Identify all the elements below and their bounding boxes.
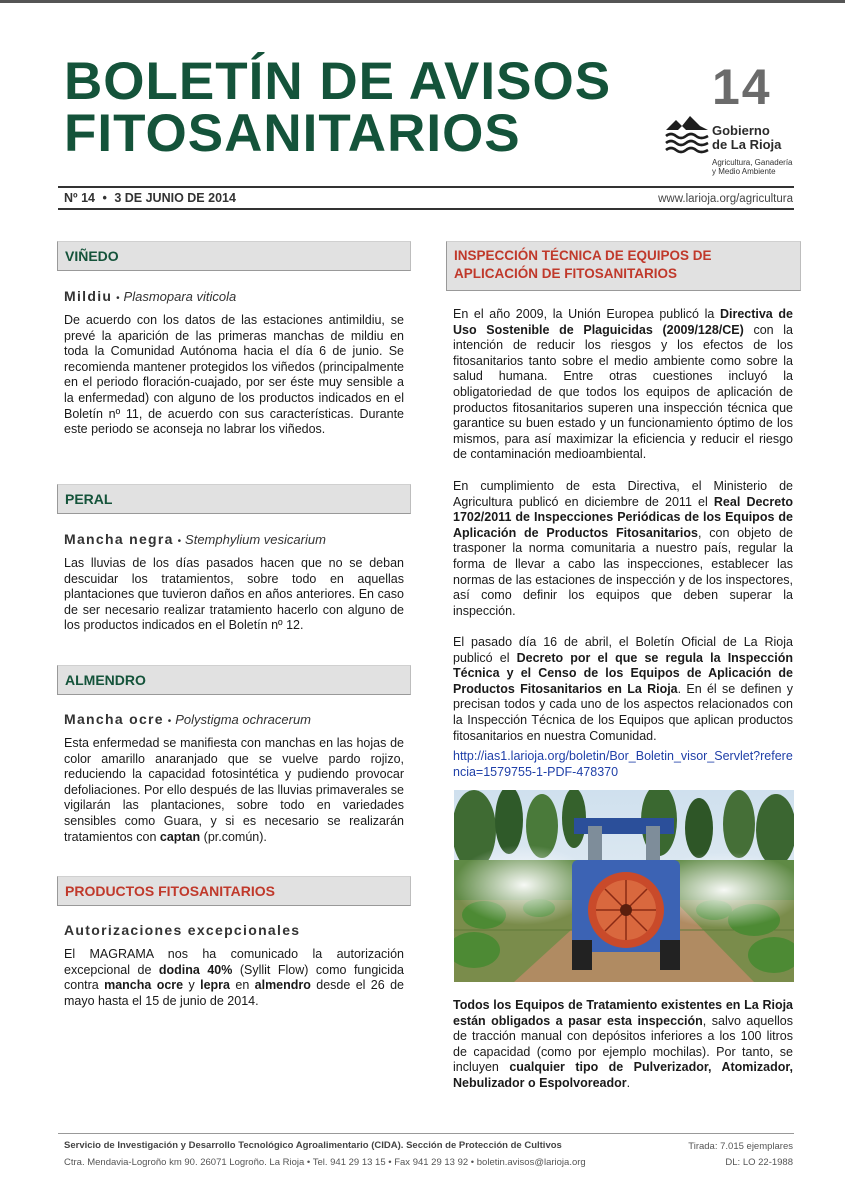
footer-institution: Servicio de Investigación y Desarrollo Tecnológico Agroalimentario (CIDA). Sección de Protección de Cultivos <box>64 1140 562 1151</box>
almendro-paragraph: Esta enfermedad se manifiesta con manchas en las hojas de color amarillo anaranjado que se vuelve pardo rojizo, reduciendo la capacidad fotosintética y pudiendo provocar defoliaciones. Por ello después de las lluvias primaverales se vigilarán las plantaciones, sobre todo en variedades sensibles como Guara, y si es necesario se realizarán tratamientos con captan (pr.común). <box>64 736 404 844</box>
footer-contact: Ctra. Mendavia-Logroño km 90. 26071 Logroño. La Rioja • Tel. 941 29 13 15 • Fax 941 29 13 92 • boletin.avisos@larioja.org <box>64 1157 586 1168</box>
inspeccion-paragraph-3: El pasado día 16 de abril, el Boletín Oficial de La Rioja publicó el Decreto por el que se regula la Inspección Técnica y el Censo de los Equipos de Aplicación de Productos Fitosanitarios en La Rioja. En él se definen y precisan todos y cada uno de los aspectos relacionados con la Inspección Técnica de los Equipos que aplican productos fitosanitarios en nuestra Comunidad. <box>453 635 793 743</box>
gov-name: Gobierno de La Rioja <box>712 123 782 152</box>
section-heading-peral: PERAL <box>57 484 411 514</box>
inspeccion-paragraph-2: En cumplimiento de esta Directiva, el Ministerio de Agricultura publicó en diciembre de 2011 el Real Decreto 1702/2011 de Inspecciones Periódicas de los Equipos de Aplicación de Productos Fitosanitarios, con objeto de trasponer la norma comunitaria a nuestro país, regular la forma de llevar a cabo las inspecciones, establecer las normas de las estaciones de inspección y de los inspectores, así como definir los equipos que deben superar la inspección. <box>453 479 793 618</box>
vinedo-paragraph: De acuerdo con los datos de las estaciones antimildiu, se prevé la aparición de las primeras manchas de mildiu en toda la Comunidad Autónoma hacia el día 6 de junio. Se recomienda mantener protegidos los viñedos (principalmente en el periodo floración-cuajado, por ser éste muy sensible a la enfermedad) con alguno de los productos indicados en el Boletín nº 11, de acuerdo con sus características. Durante este periodo se aconseja no labrar los viñedos. <box>64 313 404 437</box>
subheading-autorizaciones: Autorizaciones excepcionales <box>64 922 301 938</box>
pest-title-mancha-ocre: Mancha ocre • Polystigma ochracerum <box>64 711 312 727</box>
issue-number: 14 <box>712 59 772 115</box>
issue-date-line: Nº 14 • 3 DE JUNIO DE 2014 <box>64 191 236 205</box>
inspeccion-paragraph-1: En el año 2009, la Unión Europea publicó la Directiva de Uso Sostenible de Plaguicidas (2009/128/CE) con la intención de reducir los riesgos y los efectos de los fitosanitarios tanto sobre el medio ambiente como sobre la salud humana. Entre otras cuestiones incluyó la obligatoriedad de que todos los equipos de aplicación de productos fitosanitarios superen una inspección técnica que garantice su buen estado y un funcionamiento óptimo de los mismos, para así maximizar la eficiencia y reducir el riesgo de contaminación medioambiental. <box>453 307 793 462</box>
issue-date: 3 DE JUNIO DE 2014 <box>114 191 236 205</box>
footer-rule <box>58 1133 794 1134</box>
section-heading-inspeccion: INSPECCIÓN TÉCNICA DE EQUIPOS DE APLICACIÓN DE FITOSANITARIOS <box>446 241 801 291</box>
website-link[interactable]: www.larioja.org/agricultura <box>658 193 793 205</box>
bulletin-title <box>64 52 704 163</box>
top-border <box>0 0 845 3</box>
title-line-2: FITOSANITARIOS <box>64 104 521 163</box>
header-rule-top <box>58 186 794 188</box>
header-rule-bottom <box>58 208 794 210</box>
issue-label: Nº 14 <box>64 191 95 205</box>
productos-paragraph: El MAGRAMA nos ha comunicado la autorización excepcional de dodina 40% (Syllit Flow) como fungicida contra mancha ocre y lepra en almendro desde el 26 de mayo hasta el 15 de junio de 2014. <box>64 947 404 1008</box>
mountain-wave-icon <box>664 114 710 154</box>
inspeccion-paragraph-4: Todos los Equipos de Tratamiento existentes en La Rioja están obligados a pasar esta inspección, salvo aquellos de tracción manual con depósitos inferiores a los 100 litros de capacidad (como por ejemplo mochilas). Por tanto, se incluyen cualquier tipo de Pulverizador, Atomizador, Nebulizador o Espolvoreador. <box>453 998 793 1090</box>
boletin-oficial-link[interactable]: http://ias1.larioja.org/boletin/Bor_Boletin_visor_Servlet?referencia=1579755-1-PDF-478370 <box>453 749 793 779</box>
pest-title-mildiu: Mildiu • Plasmopara viticola <box>64 288 237 304</box>
gobierno-la-rioja-logo <box>664 114 804 180</box>
peral-paragraph: Las lluvias de los días pasados hacen que no se deban descuidar los tratamientos, sobre todo en aquellas plantaciones que tuvieron daños en años anteriores. En caso de ser necesario realizar tratamiento hacerlo con alguno de los productos indicados en el Boletín nº 12. <box>64 556 404 633</box>
department-name: Agricultura, Ganadería y Medio Ambiente <box>712 158 793 176</box>
sprayer-vineyard-photo <box>454 790 794 982</box>
sprayer-illustration <box>454 790 794 982</box>
section-heading-vinedo: VIÑEDO <box>57 241 411 271</box>
section-heading-productos: PRODUCTOS FITOSANITARIOS <box>57 876 411 906</box>
pest-title-mancha-negra: Mancha negra • Stemphylium vesicarium <box>64 531 326 547</box>
title-line-1: BOLETÍN DE AVISOS <box>64 52 612 111</box>
footer-legal-deposit: DL: LO 22-1988 <box>725 1157 793 1168</box>
footer-print-run: Tirada: 7.015 ejemplares <box>688 1141 793 1152</box>
section-heading-almendro: ALMENDRO <box>57 665 411 695</box>
